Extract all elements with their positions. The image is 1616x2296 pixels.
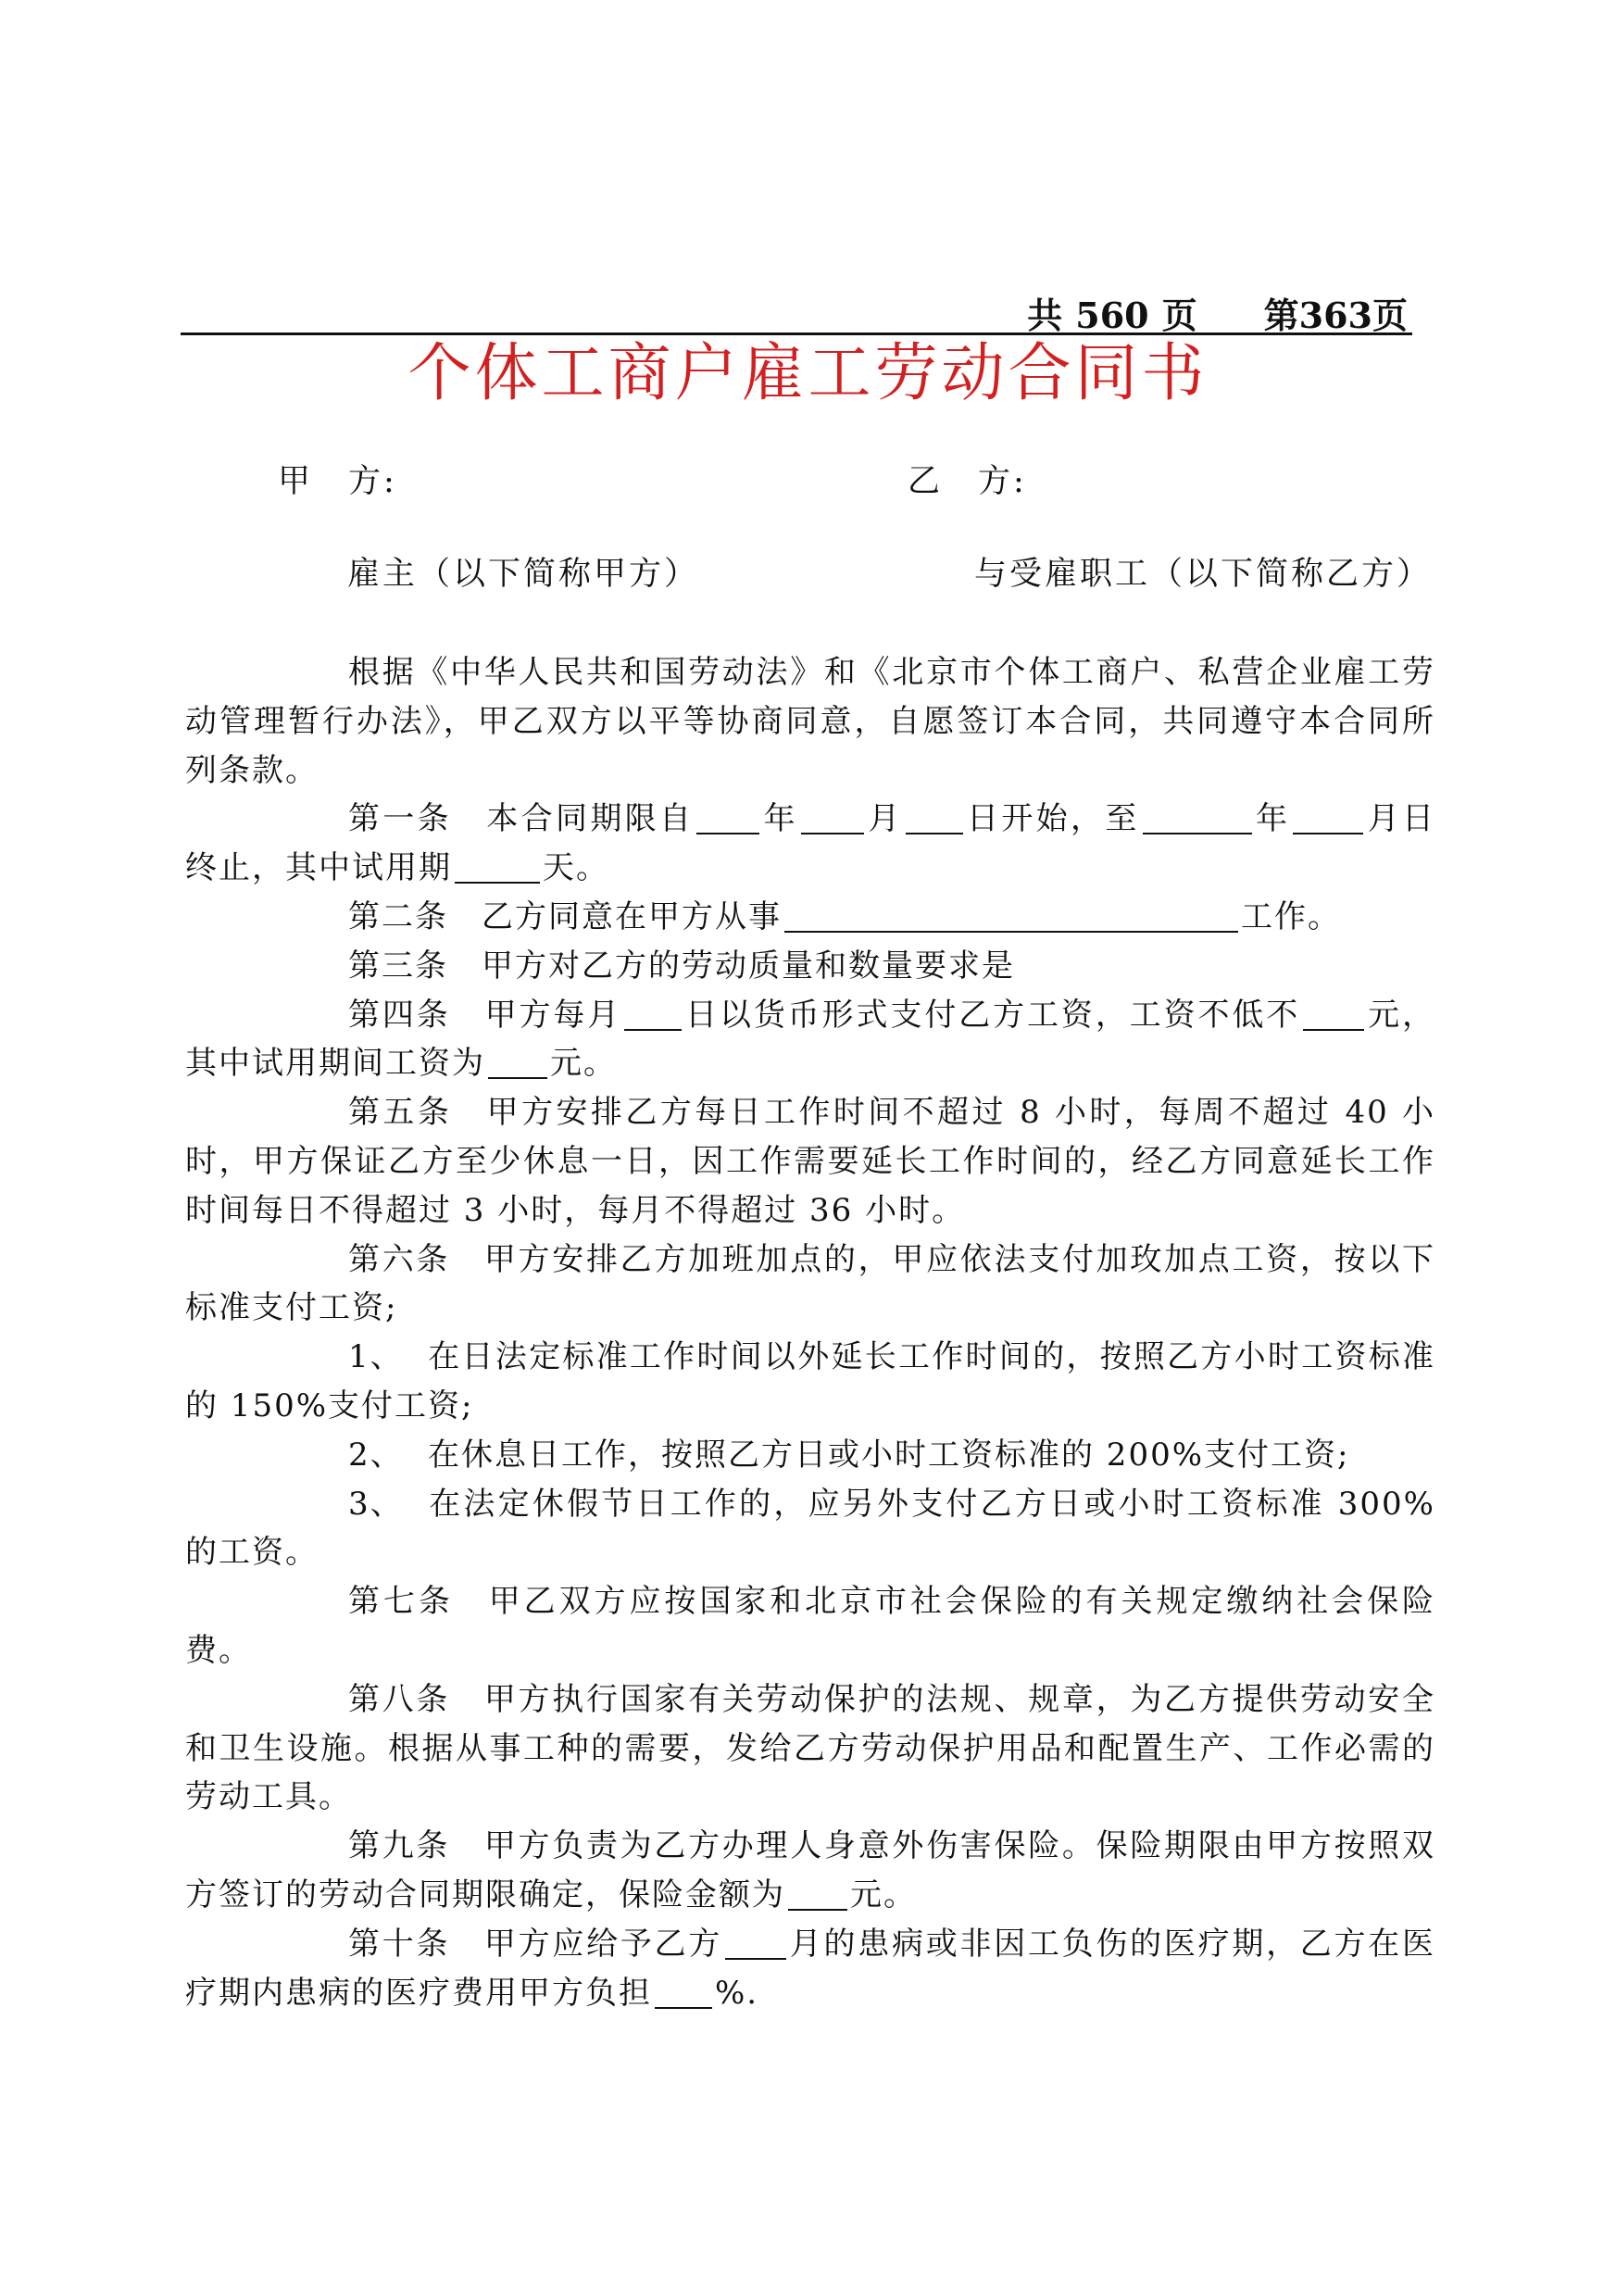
party-b-label: 乙 方:: [908, 463, 1027, 500]
document-title: 个体工商户雇工劳动合同书: [407, 337, 1209, 410]
article-4-text-a: 第四条 甲方每月: [348, 996, 622, 1034]
article-10-text-c: %.: [715, 1974, 759, 2012]
job-description-blank[interactable]: [784, 899, 1238, 933]
article-10: [185, 1920, 1435, 2018]
article-9: [185, 1822, 1435, 1920]
item-1-number: 1、: [348, 1338, 404, 1376]
article-1-text-e: 年: [1254, 800, 1291, 838]
probation-days-blank[interactable]: [455, 850, 540, 884]
total-pages: 560: [1075, 295, 1149, 336]
start-year-blank[interactable]: [696, 801, 759, 834]
item-3-number: 3、: [348, 1485, 404, 1523]
current-suffix: 页: [1372, 295, 1408, 336]
article-1-text-b: 年: [762, 800, 799, 838]
article-1-text-d: 日开始，至: [965, 800, 1140, 838]
current-prefix: 第: [1263, 295, 1299, 336]
total-prefix: 共: [1027, 295, 1063, 336]
overtime-item-2: [185, 1431, 1435, 1480]
article-10-text-b: 月的患病或非因工负伤的医疗期，乙方在医疗期内患病的医疗费用甲方负担: [185, 1925, 1436, 2012]
article-2: [185, 893, 1435, 942]
page-header: [181, 278, 1412, 335]
pay-day-blank[interactable]: [624, 997, 682, 1031]
overtime-item-1: [185, 1333, 1435, 1431]
current-page: 363: [1298, 295, 1372, 336]
article-1-text-a: 第一条 本合同期限自: [348, 800, 695, 838]
start-month-blank[interactable]: [801, 801, 864, 834]
total-suffix: 页: [1161, 295, 1197, 336]
insurance-amount-blank[interactable]: [788, 1877, 847, 1911]
article-1-text-c: 月: [867, 800, 903, 838]
item-1-text: 在日法定标准工作时间以外延长工作时间的，按照乙方小时工资标准的 150%支付工资;: [185, 1338, 1435, 1424]
article-6: 第六条 甲方安排乙方加班加点的，甲应依法支付加玫加点工资，按以下标准支付工资;: [185, 1240, 1435, 1327]
article-9-text-a: 第九条 甲方负责为乙方办理人身意外伤害保险。保险期限由甲方按照双方签订的劳动合同期限确定，保险金额为: [185, 1827, 1435, 1913]
article-4-text-d: 元。: [550, 1045, 617, 1083]
probation-wage-blank[interactable]: [488, 1046, 547, 1079]
article-1: [185, 795, 1435, 893]
article-4-text-b: 日以货币形式支付乙方工资，工资不低不: [684, 996, 1301, 1034]
party-a-label: 甲 方:: [278, 463, 397, 500]
item-2-number: 2、: [348, 1436, 404, 1474]
medical-period-blank[interactable]: [725, 1926, 786, 1960]
intro-paragraph: 根据《中华人民共和国劳动法》和《北京市个体工商户、私营企业雇工劳动管理暂行办法》，甲乙双方以平等协商同意，自愿签订本合同，共同遵守本合同所列条款。: [185, 654, 1435, 789]
party-b-description: 与受雇职工（以下简称乙方）: [974, 556, 1433, 593]
minimum-wage-blank[interactable]: [1303, 997, 1364, 1031]
article-10-text-a: 第十条 甲方应给予乙方: [348, 1925, 723, 1963]
medical-cost-percent-blank[interactable]: [655, 1976, 712, 2009]
end-year-blank[interactable]: [1143, 801, 1252, 834]
item-3-text: 在法定休假节日工作的，应另外支付乙方日或小时工资标准 300%的工资。: [185, 1485, 1435, 1572]
party-a-description: 雇主（以下简称甲方）: [347, 556, 700, 593]
overtime-item-3: [185, 1480, 1435, 1578]
start-day-blank[interactable]: [906, 801, 963, 834]
article-3: 第三条 甲方对乙方的劳动质量和数量要求是: [348, 947, 1015, 985]
article-4-text-c: 元，其中试用期间工资为: [185, 996, 1436, 1083]
article-1-text-f: 月日终止，其中试用期: [185, 800, 1436, 887]
page-count: [1027, 287, 1408, 338]
article-5: 第五条 甲方安排乙方每日工作时间不超过 8 小时，每周不超过 40 小时，甲方保证乙方至少休息一日，因工作需要延长工作时间的，经乙方同意延长工作时间每日不得超过 3 小时，每月不得超过 36 小时。: [185, 1094, 1435, 1229]
article-7: 第七条 甲乙双方应按国家和北京市社会保险的有关规定缴纳社会保险费。: [185, 1583, 1435, 1669]
article-8: 第八条 甲方执行国家有关劳动保护的法规、规章，为乙方提供劳动安全和卫生设施。根据从事工种的需要，发给乙方劳动保护用品和配置生产、工作必需的劳动工具。: [185, 1680, 1435, 1816]
article-1-text-g: 天。: [543, 849, 609, 887]
article-9-text-b: 元。: [850, 1876, 917, 1913]
article-2-text-b: 工作。: [1241, 897, 1341, 935]
item-2-text: 在休息日工作，按照乙方日或小时工资标准的 200%支付工资;: [428, 1436, 1350, 1474]
article-2-text-a: 第二条 乙方同意在甲方从事: [348, 897, 782, 935]
end-month-blank[interactable]: [1293, 801, 1363, 834]
contract-body: [185, 648, 1435, 2017]
article-4: [185, 991, 1435, 1089]
